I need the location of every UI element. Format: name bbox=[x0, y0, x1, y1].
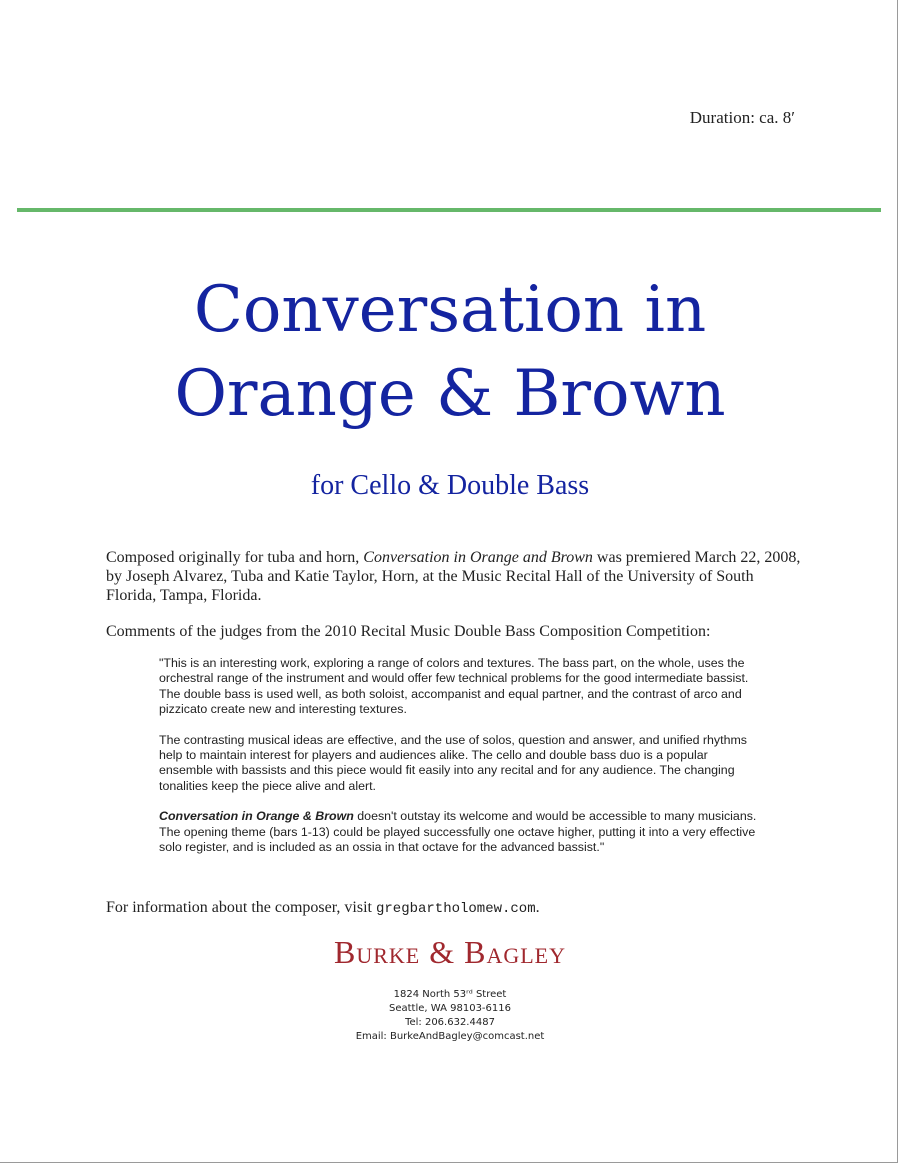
judges-quote-block bbox=[159, 656, 759, 870]
publisher-name: Burke & Bagley bbox=[333, 934, 566, 970]
intro-text-before: Composed originally for tuba and horn, bbox=[106, 549, 364, 566]
duration-label: Duration: ca. 8′ bbox=[689, 108, 795, 127]
intro-work-title: Conversation in Orange and Brown bbox=[363, 549, 593, 566]
title-line-1: Conversation in bbox=[193, 273, 707, 347]
premiere-paragraph bbox=[106, 548, 806, 605]
address-phone: Tel: 206.632.4487 bbox=[405, 1017, 495, 1028]
title-line-2: Orange & Brown bbox=[174, 357, 726, 431]
green-divider bbox=[17, 208, 881, 212]
page-title bbox=[0, 268, 900, 436]
publisher-address bbox=[0, 988, 900, 1044]
address-city: Seattle, WA 98103-6116 bbox=[389, 1003, 511, 1014]
address-street: 1824 North 53ʳᵈ Street bbox=[393, 989, 507, 1000]
address-email[interactable]: Email: BurkeAndBagley@comcast.net bbox=[355, 1031, 545, 1042]
instrumentation-subtitle: for Cello & Double Bass bbox=[310, 470, 590, 501]
quote-paragraph-2: The contrasting musical ideas are effective, and the use of solos, question and answer, and unified rhythms help to maintain interest for players and audiences alike. The cello and double bass duo is a popular ensemble with bassists and this piece would fit easily into any recital and for any audience. The changing tonalities keep the piece alive and alert. bbox=[159, 732, 747, 793]
quote-paragraph-1: "This is an interesting work, exploring a range of colors and textures. The bass part, on the whole, uses the orchestral range of the instrument and would offer few technical problems for the good intermediate bassist. The double bass is used well, as both soloist, accompanist and equal partner, and the contrast of arco and pizzicato create new and interesting textures. bbox=[159, 656, 749, 717]
quote-paragraph-3 bbox=[159, 809, 759, 855]
composer-info-text: For information about the composer, visit bbox=[106, 899, 376, 916]
composer-website-link[interactable]: gregbartholomew.com bbox=[375, 901, 536, 917]
comments-lead: Comments of the judges from the 2010 Recital Music Double Bass Composition Competition: bbox=[106, 623, 711, 640]
quote-paragraph-3-text: doesn't outstay its welcome and would be accessible to many musicians. The opening theme (bars 1-13) could be played successfully one octave higher, putting it into a very effective solo register, and is included as an ossia in that octave for the advanced bassist." bbox=[159, 809, 757, 855]
composer-info-end: . bbox=[535, 899, 540, 916]
composer-info bbox=[106, 898, 806, 919]
intro-text-after: was premiered March 22, 2008, by Joseph Alvarez, Tuba and Katie Taylor, Horn, at the Music Recital Hall of the University of South Florida, Tampa, Florida. bbox=[106, 549, 801, 604]
quote-work-title: Conversation in Orange & Brown bbox=[159, 809, 354, 824]
